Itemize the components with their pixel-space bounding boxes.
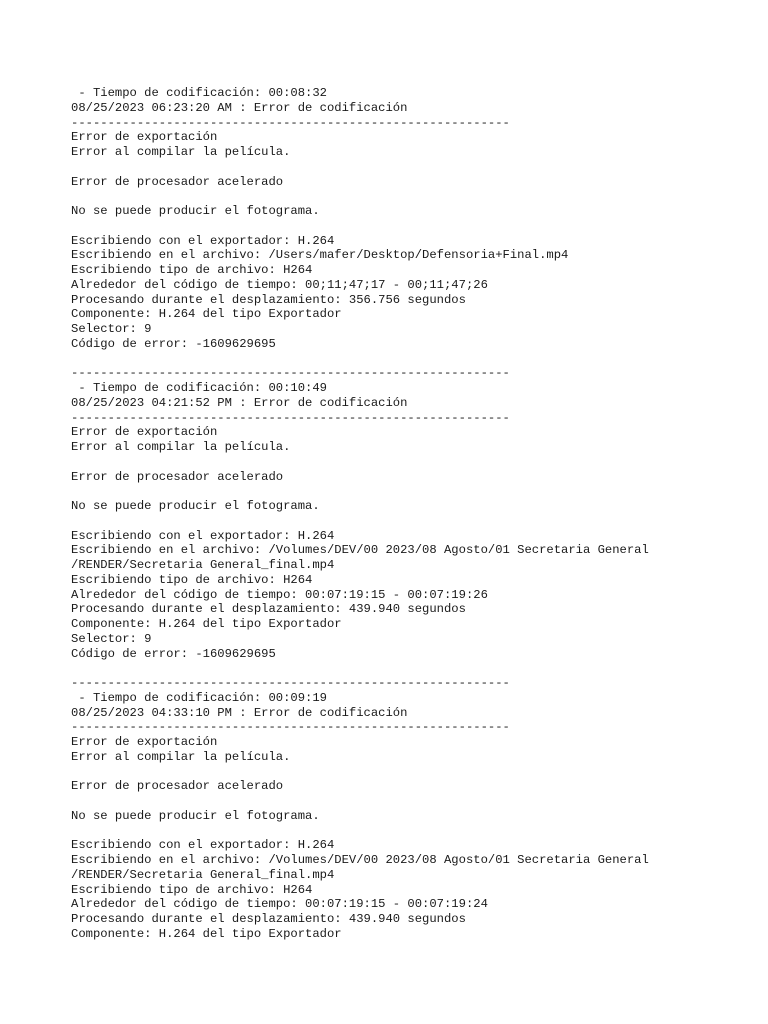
log-line: 08/25/2023 04:21:52 PM : Error de codificación: [71, 395, 408, 410]
log-line: 08/25/2023 06:23:20 AM : Error de codificación: [71, 100, 408, 115]
log-line: Escribiendo con el exportador: H.264: [71, 233, 335, 248]
blank-line: [71, 455, 751, 470]
separator-line: ------------------------------------------------------------: [71, 115, 510, 130]
log-line: Escribiendo en el archivo: /Volumes/DEV/00 2023/08 Agosto/01 Secretaria General: [71, 853, 649, 867]
log-line: Error de procesador acelerado: [71, 174, 284, 189]
blank-line: [71, 514, 751, 529]
log-line: Procesando durante el desplazamiento: 356.756 segundos: [71, 292, 466, 307]
log-line: Alrededor del código de tiempo: 00:07:19:15 - 00:07:19:24: [71, 897, 488, 912]
log-line: Error de exportación: [71, 130, 218, 145]
log-line: - Tiempo de codificación: 00:08:32: [71, 86, 327, 100]
log-line: Escribiendo tipo de archivo: H264: [71, 572, 313, 587]
log-line: Error al compilar la película.: [71, 145, 291, 159]
log-line: Escribiendo con el exportador: H.264: [71, 528, 335, 543]
separator-line: ------------------------------------------------------------: [71, 676, 510, 690]
blank-line: [71, 765, 751, 780]
log-line: Procesando durante el desplazamiento: 439.940 segundos: [71, 912, 466, 926]
error-log-document: [71, 86, 751, 942]
log-line: /RENDER/Secretaria General_final.mp4: [71, 867, 335, 882]
log-line: Escribiendo tipo de archivo: H264: [71, 263, 313, 277]
log-line: Componente: H.264 del tipo Exportador: [71, 926, 342, 941]
log-line: Componente: H.264 del tipo Exportador: [71, 617, 342, 631]
log-line: Selector: 9: [71, 631, 152, 646]
log-line: /RENDER/Secretaria General_final.mp4: [71, 558, 335, 572]
log-line: Selector: 9: [71, 322, 152, 336]
separator-line: ------------------------------------------------------------: [71, 366, 510, 381]
log-line: - Tiempo de codificación: 00:09:19: [71, 690, 327, 705]
log-line: Alrededor del código de tiempo: 00;11;47;17 - 00;11;47;26: [71, 277, 488, 292]
blank-line: [71, 484, 751, 499]
blank-line: [71, 160, 751, 175]
log-line: Error de procesador acelerado: [71, 779, 284, 794]
log-line: Error de exportación: [71, 735, 218, 749]
blank-line: [71, 794, 751, 809]
log-line: Error al compilar la película.: [71, 440, 291, 454]
blank-line: [71, 189, 751, 204]
log-line: No se puede producir el fotograma.: [71, 499, 320, 513]
blank-line: [71, 824, 751, 839]
log-line: Escribiendo en el archivo: /Volumes/DEV/00 2023/08 Agosto/01 Secretaria General: [71, 543, 649, 558]
log-line: Escribiendo en el archivo: /Users/mafer/Desktop/Defensoria+Final.mp4: [71, 248, 569, 263]
log-line: 08/25/2023 04:33:10 PM : Error de codificación: [71, 705, 408, 720]
log-line: Componente: H.264 del tipo Exportador: [71, 307, 342, 322]
log-line: Error al compilar la película.: [71, 749, 291, 764]
log-line: Código de error: -1609629695: [71, 336, 276, 351]
log-line: Alrededor del código de tiempo: 00:07:19:15 - 00:07:19:26: [71, 587, 488, 602]
separator-line: ------------------------------------------------------------: [71, 410, 510, 425]
separator-line: ------------------------------------------------------------: [71, 720, 510, 735]
log-line: No se puede producir el fotograma.: [71, 204, 320, 218]
blank-line: [71, 352, 751, 367]
log-line: Error de exportación: [71, 425, 218, 440]
log-line: Escribiendo tipo de archivo: H264: [71, 882, 313, 897]
log-line: - Tiempo de codificación: 00:10:49: [71, 381, 327, 395]
log-line: No se puede producir el fotograma.: [71, 808, 320, 823]
log-line: Error de procesador acelerado: [71, 469, 284, 484]
blank-line: [71, 661, 751, 676]
log-line: Código de error: -1609629695: [71, 646, 276, 661]
log-line: Procesando durante el desplazamiento: 439.940 segundos: [71, 602, 466, 617]
log-line: Escribiendo con el exportador: H.264: [71, 838, 335, 853]
blank-line: [71, 219, 751, 234]
